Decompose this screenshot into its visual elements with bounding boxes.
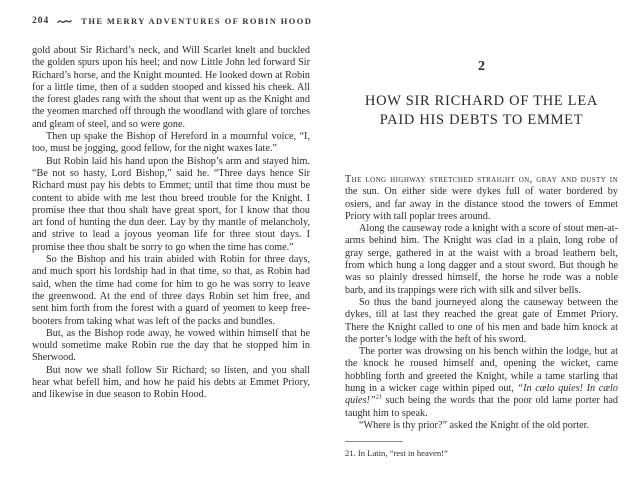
left-page (32, 15, 313, 402)
running-header (32, 15, 313, 27)
chapter-title-line: HOW SIR RICHARD OF THE LEA (364, 93, 599, 109)
paragraph (345, 346, 618, 420)
paragraph: But, as the Bishop rode away, he vowed within himself that he would sometime make Robin rue the day that he stopped him in Sherwood. (32, 327, 310, 364)
paragraph: Along the causeway rode a knight with a score of stout men-at-arms behind him. The Knight was clad in a plain, long robe of gray serge, gathered in at the waist with a broad leathern belt, from which hung a long dagger and a stout sword. But though he was so plainly dressed himself, the horse he rode was a noble barb, and its trappings were rich with silk and silver bells. (345, 223, 618, 296)
paragraph: So the Bishop and his train abided with Robin for three days, and much sport his lordship had in that time, so that, as Robin had said, when the time had come for him to go he was sorry to leave the greenwood. At the end of three days Robin set him free, and sent him forth from the forest with a guard of yeomen to keep free‐booters from taking what was left of the packs and bundles. (32, 254, 310, 327)
paragraph: “Where is thy prior?” asked the Knight of the old porter. (359, 419, 589, 431)
page-number-folio: 204 (32, 16, 50, 26)
footnote-ref-superscript: 21 (375, 393, 383, 401)
chapter-title (345, 92, 618, 130)
chapter-number: 2 (478, 59, 485, 74)
paragraph-text: The porter was drowsing on his bench within the lodge, but at the knock he roused himself and, opening the wicket, came hobbling forth and greeted the Knight, while a tame starling that hung in a wicker cage within piped out, (345, 346, 618, 395)
paragraph: Then up spake the Bishop of Hereford in a mournful voice, “I, too, must be jogging, good fellow, for the night waxes late.” (32, 131, 310, 155)
paragraph (345, 174, 618, 223)
chapter-title-line: PAID HIS DEBTS TO EMMET (379, 112, 584, 128)
left-page-body (32, 45, 310, 402)
footnote: 21. In Latin, “rest in heaven!” (345, 448, 448, 459)
paragraph: gold about Sir Richard’s neck, and Will Scarlet knelt and buckled the golden spurs upon his heel; and now Little John led forward Sir Richard’s horse, and the Knight mounted. He looked down at Robin for a little time, then of a sudden stooped and kissed his cheek. All the forest glades rang with the shout that went up as the Knight and the yeomen marched off through the woodland with glare of torches and gleam of steel, and so were gone. (32, 45, 310, 130)
latin-phrase-italic: “In cælo quies! In cælo quies!” (345, 383, 618, 407)
paragraph: So thus the band journeyed along the causeway between the dykes, till at last they reached the great gate of Emmet Priory. There the Knight called to one of his men and bade him knock at the porter’s lodge with the heft of his sword. (345, 296, 618, 345)
opening-small-caps: The long highway stretched straight on, gray and dusty in (345, 174, 618, 185)
footnote-block (345, 441, 618, 459)
right-page-body (345, 174, 618, 432)
paragraph: But now we shall follow Sir Richard; so listen, and you shall hear what befell him, and how he paid his debts at Emmet Priory, and likewise in due season to Robin Hood. (32, 364, 310, 401)
paragraph-text: such being the words that the poor old lame porter had taught him to speak. (345, 395, 618, 419)
paragraph-text: the sun. On either side were dykes full of water bordered by osiers, and far away in the distance stood the towers of Emmet Priory with tall poplar trees around. (345, 186, 618, 222)
right-page (345, 58, 618, 459)
paragraph: But Robin laid his hand upon the Bishop’s arm and stayed him. “Be not so hasty, Lord Bishop,” said he. “Three days hence Sir Richard must pay his debts to Emmet; until that time thou must be content to abide with me lest thou breed trouble for the Knight. I promise thee that thou shalt have great sport, for I know that thou art fond of hunting the dun deer. Lay by thy mantle of melancholy, and strive to lead a joyous yeoman life for three stout days. I promise thee thou shalt be sorry to go when the time has come.” (32, 155, 310, 253)
running-title: THE MERRY ADVENTURES OF ROBIN HOOD (81, 16, 313, 26)
footnote-divider (345, 441, 403, 442)
swash-ornament-icon (57, 18, 72, 25)
